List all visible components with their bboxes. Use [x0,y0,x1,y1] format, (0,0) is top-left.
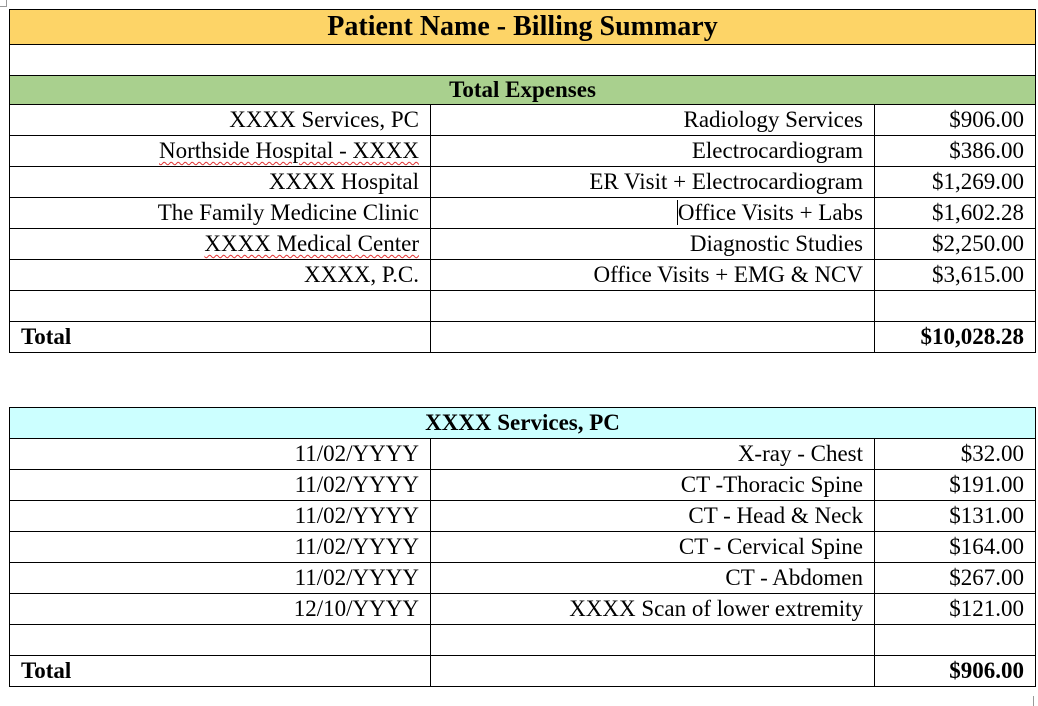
total-amount: $10,028.28 [875,322,1036,353]
table-row [10,105,1036,136]
expenses-table [9,9,1036,353]
amount-cell: $121.00 [875,594,1036,625]
services-header: XXXX Services, PC [10,408,1036,439]
amount-cell: $164.00 [875,532,1036,563]
empty-cell [10,291,431,322]
service-cell: CT - Abdomen [431,563,875,594]
amount-cell: $906.00 [875,105,1036,136]
table-row [10,532,1036,563]
table-row [10,136,1036,167]
expenses-header: Total Expenses [10,76,1036,105]
provider-cell: XXXX Services, PC [10,105,431,136]
blank-cell [10,45,1036,76]
service-cell: Electrocardiogram [431,136,875,167]
empty-cell [875,625,1036,656]
table-row [10,594,1036,625]
service-cell[interactable] [431,198,875,229]
services-header-row [10,408,1036,439]
amount-cell: $1,269.00 [875,167,1036,198]
service-cell: Radiology Services [431,105,875,136]
service-cell: X-ray - Chest [431,439,875,470]
empty-row [10,291,1036,322]
amount-cell: $32.00 [875,439,1036,470]
title-row [10,10,1036,45]
date-cell: 12/10/YYYY [10,594,431,625]
empty-cell [431,656,875,687]
table-row [10,563,1036,594]
service-cell: XXXX Scan of lower extremity [431,594,875,625]
table-row [10,167,1036,198]
page-corner-mark [1033,696,1038,706]
provider-text: XXXX Medical Center [204,231,419,256]
provider-cell [10,136,431,167]
provider-cell: XXXX, P.C. [10,260,431,291]
table-row [10,229,1036,260]
total-label: Total [10,322,431,353]
empty-cell [431,322,875,353]
services-table [9,407,1036,687]
empty-cell [431,625,875,656]
provider-cell: XXXX Hospital [10,167,431,198]
empty-cell [10,625,431,656]
table-row [10,470,1036,501]
provider-cell [10,229,431,260]
date-cell: 11/02/YYYY [10,563,431,594]
total-label: Total [10,656,431,687]
table-row [10,439,1036,470]
table-row [10,501,1036,532]
table-row [10,198,1036,229]
table-row [10,260,1036,291]
amount-cell: $386.00 [875,136,1036,167]
date-cell: 11/02/YYYY [10,470,431,501]
date-cell: 11/02/YYYY [10,439,431,470]
expenses-total-row [10,322,1036,353]
amount-cell: $1,602.28 [875,198,1036,229]
amount-cell: $267.00 [875,563,1036,594]
page-corner-mark [0,0,7,7]
empty-cell [431,291,875,322]
date-cell: 11/02/YYYY [10,501,431,532]
amount-cell: $3,615.00 [875,260,1036,291]
expenses-header-row [10,76,1036,105]
section-gap [9,353,1035,407]
empty-row [10,625,1036,656]
service-cell: CT - Cervical Spine [431,532,875,563]
service-cell: Diagnostic Studies [431,229,875,260]
empty-cell [875,291,1036,322]
date-cell: 11/02/YYYY [10,532,431,563]
billing-document [9,9,1035,687]
service-cell: CT - Head & Neck [431,501,875,532]
blank-row [10,45,1036,76]
amount-cell: $191.00 [875,470,1036,501]
amount-cell: $2,250.00 [875,229,1036,260]
total-amount: $906.00 [875,656,1036,687]
service-cell: ER Visit + Electrocardiogram [431,167,875,198]
provider-cell: The Family Medicine Clinic [10,198,431,229]
service-cell: CT -Thoracic Spine [431,470,875,501]
document-title: Patient Name - Billing Summary [10,10,1036,45]
amount-cell: $131.00 [875,501,1036,532]
services-total-row [10,656,1036,687]
text-cursor: Office Visits + Labs [677,200,863,225]
provider-text: Northside Hospital - XXXX [159,138,419,163]
service-cell: Office Visits + EMG & NCV [431,260,875,291]
